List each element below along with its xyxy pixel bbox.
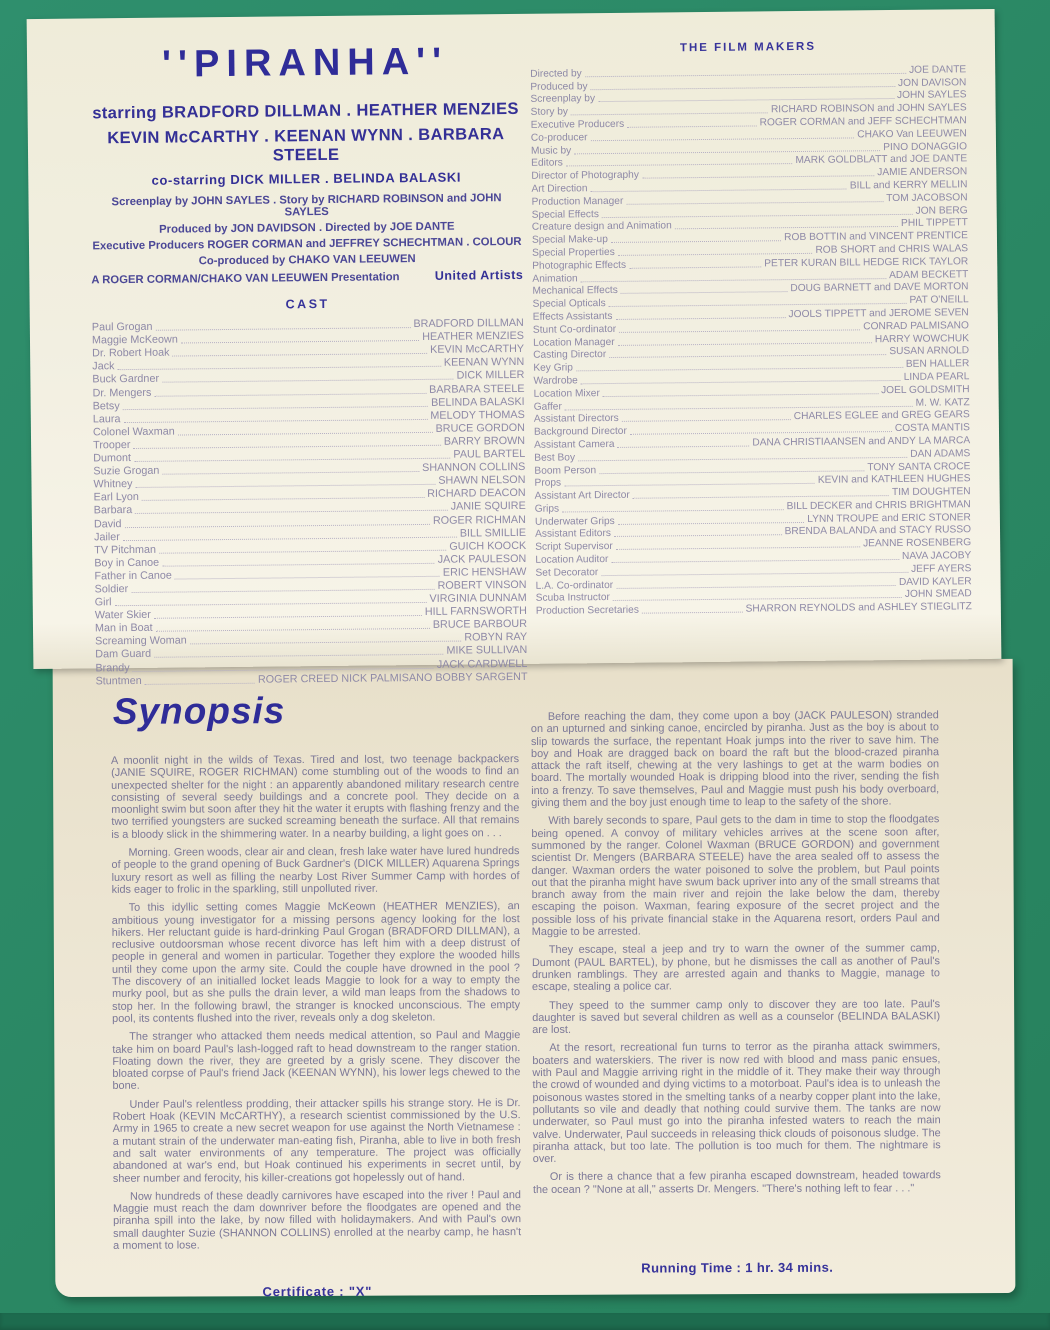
cast-actor: HILL FARNSWORTH — [424, 605, 527, 619]
certificate-note: Certificate : "X" — [262, 1283, 373, 1300]
film-maker-name: JON DAVISON — [897, 76, 967, 89]
synopsis-paragraph: A moonlit night in the wilds of Texas. Tired and lost, two teenage backpackers (JANIE SQUIRE, ROGER RICHMAN) come stumbling out of the woods to find an unexpected shelter for the night : an apparently abandoned military research centre consisting of several seedy buildings and a concrete pool. They decide on a moonlight swim but soon after they hit the water it erupts with flashing frenzy and the two terrified youngsters are sucked screaming beneath the surface. All that remains is a bloody slick in the shimmering water. In a nearby building, a light goes on . . . — [111, 753, 520, 841]
cast-role: Barbara — [93, 504, 133, 517]
film-maker-role: Set Decorator — [535, 567, 599, 579]
film-maker-name: JOEL GOLDSMITH — [881, 383, 970, 396]
film-maker-name: JOE DANTE — [908, 64, 967, 76]
film-maker-name: RICHARD ROBINSON and JOHN SAYLES — [770, 102, 967, 116]
title-and-cast-block — [89, 40, 528, 687]
film-maker-role: Creature design and Animation — [531, 220, 672, 234]
cast-role: Man in Boat — [94, 622, 153, 635]
film-maker-role: Grips — [534, 503, 560, 515]
cast-actor: MIKE SULLIVAN — [446, 644, 528, 658]
synopsis-paragraph: They speed to the summer camp only to discover they are too late. Paul's daughter is saved but several children as well as a counselor (BELINDA BALASKI) are lost. — [532, 997, 941, 1037]
cast-actor: ROBERT VINSON — [437, 578, 527, 592]
studio-name: United Artists — [434, 267, 524, 283]
cast-actor: RICHARD DEACON — [427, 487, 526, 501]
film-maker-role: Mechanical Effects — [532, 285, 618, 298]
billing-line: Produced by JON DAVIDSON . Directed by JOE DANTE — [159, 220, 455, 236]
running-time-note: Running Time : 1 hr. 34 mins. — [641, 1259, 834, 1276]
film-maker-role: Assistant Editors — [534, 528, 611, 541]
film-maker-role: Assistant Art Director — [534, 489, 630, 502]
film-maker-role: Location Mixer — [533, 387, 600, 400]
film-maker-role: Assistant Camera — [534, 438, 615, 451]
cast-role: Dumont — [93, 452, 132, 465]
film-maker-name: TIM DOUGHTEN — [891, 486, 971, 499]
cast-role: Earl Lyon — [93, 491, 139, 504]
cast-role: Brandy — [95, 661, 130, 674]
film-maker-role: Location Manager — [532, 336, 615, 349]
film-maker-role: Co-producer — [530, 132, 588, 144]
cast-list — [92, 316, 528, 687]
film-maker-name: PETER KURAN BILL HEDGE RICK TAYLOR — [764, 255, 969, 270]
cast-role: Father in Canoe — [94, 569, 172, 583]
film-maker-name: JEFF AYERS — [910, 563, 972, 575]
film-maker-name: ROB SHORT and CHRIS WALAS — [815, 243, 969, 256]
synopsis-right-column — [531, 709, 941, 1202]
film-maker-role: Screenplay by — [530, 93, 596, 106]
film-maker-name: CONRAD PALMISANO — [863, 319, 969, 333]
film-maker-role: Wardrobe — [533, 375, 578, 387]
film-maker-role: Special Properties — [532, 246, 615, 259]
cast-role: Jailer — [93, 530, 120, 544]
billing-line: starring BRADFORD DILLMAN . HEATHER MENZIES — [92, 99, 520, 123]
film-maker-role: Directed by — [530, 68, 582, 80]
dot-leader — [618, 445, 750, 447]
cast-role: Paul Grogan — [91, 320, 153, 334]
film-maker-name: PAT O'NEILL — [909, 294, 969, 306]
film-maker-name: PINO DONAGGIO — [883, 140, 968, 153]
billing-line: Screenplay by JOHN SAYLES . Story by RICHARD ROBINSON and JOHN SAYLES — [111, 192, 502, 219]
film-maker-role: Assistant Directors — [533, 413, 619, 426]
cast-actor: BARRY BROWN — [443, 434, 526, 448]
cast-actor: BELINDA BALASKI — [430, 395, 525, 409]
film-maker-name: BILL DECKER and CHRIS BRIGHTMAN — [786, 499, 971, 513]
presentation-row — [91, 268, 523, 287]
cast-actor: KEVIN McCARTHY — [430, 343, 525, 357]
film-maker-role: Editors — [531, 157, 563, 170]
film-maker-role: Executive Producers — [530, 118, 625, 131]
cast-actor: DICK MILLER — [456, 369, 525, 383]
cast-actor: BRUCE BARBOUR — [432, 618, 528, 632]
film-maker-role: Key Grip — [533, 362, 574, 374]
press-sheet-top-panel — [27, 9, 1002, 688]
cast-role: David — [93, 517, 122, 530]
cast-actor: JANIE SQUIRE — [450, 500, 526, 514]
synopsis-paragraph: The stranger who attacked them needs medical attention, so Paul and Maggie take him on board Paul's lash-logged raft to head downstream to the ranger station. Floating down the river, they are greeted by a grisly scene. They discover the bloated corpse of Paul's friend Jack (KEENAN WYNN), his lower legs chewed to the bone. — [112, 1029, 521, 1093]
cast-actor: VIRGINIA DUNNAM — [429, 591, 527, 605]
film-maker-name: JAMIE ANDERSON — [877, 166, 968, 179]
film-maker-role: Animation — [532, 272, 578, 285]
film-maker-name: DANA CHRISTIAANSEN and ANDY LA MARCA — [752, 435, 971, 449]
cast-actor: BILL SMILLIE — [459, 526, 527, 540]
film-makers-heading: THE FILM MAKERS — [679, 40, 817, 55]
film-maker-name: CHARLES EGLEE and GREG GEARS — [793, 409, 970, 423]
cast-role: Buck Gardner — [92, 373, 160, 386]
cast-actor: BARBARA STEELE — [429, 382, 525, 396]
film-maker-name: JOHN SMEAD — [904, 588, 972, 601]
billing-block — [90, 100, 524, 269]
film-maker-name: ROB BOTTIN and VINCENT PRENTICE — [784, 230, 969, 244]
billing-line: Executive Producers ROGER CORMAN and JEFFREY SCHECHTMAN . COLOUR — [92, 235, 522, 253]
film-maker-role: Background Director — [533, 425, 627, 438]
film-maker-name: JEANNE ROSENBERG — [862, 537, 972, 550]
film-maker-name: BILL and KERRY MELLIN — [849, 179, 968, 192]
cast-actor: MELODY THOMAS — [430, 408, 525, 422]
film-maker-name: BEN HALLER — [905, 358, 970, 371]
film-maker-role: Scuba Instructor — [535, 592, 610, 605]
dot-leader — [145, 682, 255, 684]
film-maker-role: Props — [534, 477, 562, 490]
presentation-text: A ROGER CORMAN/CHAKO VAN LEEUWEN Presentation — [91, 271, 400, 287]
film-makers-block — [530, 39, 972, 617]
cast-role: Maggie McKeown — [91, 333, 178, 347]
cast-role: Soldier — [94, 583, 129, 596]
film-maker-role: Produced by — [530, 80, 588, 93]
film-maker-role: Photographic Effects — [532, 259, 627, 272]
cast-actor: ROGER CREED NICK PALMISANO BOBBY SARGENT — [257, 670, 528, 686]
cast-actor: ROGER RICHMAN — [432, 513, 526, 527]
cast-actor: HEATHER MENZIES — [422, 330, 525, 344]
dot-leader — [629, 266, 761, 268]
cast-role: Betsy — [92, 399, 120, 413]
cast-role: Jack — [92, 360, 115, 373]
press-sheet-bottom-panel — [53, 659, 1016, 1300]
cast-actor: GUICH KOOCK — [449, 539, 527, 553]
film-maker-name: DAN ADAMS — [910, 447, 971, 460]
cast-role: Colonel Waxman — [92, 425, 175, 439]
cast-role: Girl — [94, 596, 112, 609]
film-maker-name: COSTA MANTIS — [894, 422, 971, 435]
synopsis-paragraph: Or is there a chance that a few piranha escaped downstream, headed towards the ocean ? "None at all," asserts Dr. Mengers. "There's nothing left to fear . . ." — [532, 1169, 941, 1196]
cast-role: Boy in Canoe — [94, 556, 160, 570]
film-maker-role: Director of Photography — [531, 169, 639, 182]
film-makers-list — [530, 62, 972, 617]
film-maker-name: DOUG BARNETT and DAVE MORTON — [790, 281, 969, 295]
cast-role: Suzie Grogan — [93, 464, 160, 478]
film-maker-name: DAVID KAYLER — [898, 575, 972, 588]
synopsis-paragraph: Under Paul's relentless prodding, their attacker spills his strange story. He is Dr. Robert Hoak (KEVIN McCARTHY), a research scientist commissioned by the U.S. Army in 1965 to create a new secret weapon for use against the North Vietnamese : a mutant strain of the underwater man-eating fish, Piranha, able to live in both fresh and salt water environments of any temperature. The project was officially abandoned at war's end, but Hoak continued his experiments in secret until, by sheer number and ferocity, his killer-creations got hopelessly out of hand. — [112, 1096, 521, 1185]
cast-role: Dr. Mengers — [92, 386, 152, 399]
film-maker-name: ADAM BECKETT — [889, 268, 969, 281]
billing-line: co-starring DICK MILLER . BELINDA BALASKI — [151, 169, 462, 188]
cast-actor: ROBYN RAY — [464, 631, 528, 644]
synopsis-paragraph: With barely seconds to spare, Paul gets to the dam in time to stop the floodgates being opened. A convoy of military vehicles arrives at the scene soon after, summoned by the ranger. Colonel Waxman (BRUCE GORDON) and government scientist Dr. Mengers (BARBARA STEELE) have the area sealed off to assess the danger. Waxman orders the water poisoned to solve the problem, but Paul points out that the piranha might have swum back upriver into any of the small streams that branch away from the main river and rejoin the lake below the dam, thereby escaping the poison. Waxman, fearing exposure of the secret project and the possible loss of his private financial stake in the Aquarena resort, orders Paul and Maggie to be arrested. — [531, 813, 940, 939]
cast-actor: ERIC HENSHAW — [442, 565, 527, 579]
cast-role: Trooper — [93, 438, 131, 452]
cast-actor: JACK PAULESON — [437, 552, 527, 566]
film-maker-name: PHIL TIPPETT — [900, 217, 968, 230]
dot-leader — [627, 125, 756, 127]
film-maker-role: Location Auditor — [535, 554, 609, 566]
film-maker-role: Production Secretaries — [535, 604, 639, 618]
cast-role: TV Pitchman — [94, 543, 157, 557]
cast-role: Laura — [92, 412, 121, 426]
film-maker-name: TOM JACOBSON — [886, 192, 968, 204]
film-maker-role: Underwater Grips — [534, 515, 615, 528]
film-maker-name: ROGER CORMAN and JEFF SCHECHTMAN — [759, 115, 967, 129]
film-maker-role: Stunt Co-ordinator — [532, 323, 617, 336]
film-maker-role: L.A. Co-ordinator — [535, 579, 614, 592]
film-maker-name: SHARRON REYNOLDS and ASHLEY STIEGLITZ — [745, 601, 972, 615]
film-maker-role: Casting Director — [533, 349, 607, 362]
billing-line: Co-produced by CHAKO VAN LEEUWEN — [198, 253, 416, 268]
cast-role: Water Skier — [94, 608, 151, 622]
cast-actor: BRADFORD DILLMAN — [413, 316, 524, 331]
film-maker-role: Script Supervisor — [535, 541, 613, 554]
film-maker-name: HARRY WOWCHUK — [874, 332, 970, 345]
cast-actor: PAUL BARTEL — [453, 447, 526, 461]
film-maker-name: KEVIN and KATHLEEN HUGHES — [817, 473, 971, 487]
film-maker-name: LINDA PEARL — [903, 371, 970, 383]
film-maker-role: Gaffer — [533, 401, 562, 413]
cast-actor: SHAWN NELSON — [438, 474, 526, 488]
synopsis-paragraph: To this idyllic setting comes Maggie McKeown (HEATHER MENZIES), an ambitious young investigator for a missing persons agency looking for the lost hikers. Her reluctant guide is hard-drinking Paul Grogan (BRADFORD DILLMAN), a reclusive outdoorsman whose recent divorce has left him with a deep distrust of people in general and women in particular. Together they explore the wooded hills until they come upon the army site. Could the couple have drowned in the pool ? The discovery of an initialled locket leads Maggie to look for a way to empty the murky pool, but as she pulls the drain lever, a wild man leaps from the shadows to stop her. In the following brawl, the stranger is knocked unconscious. The empty pool, its contents flushed into the river, reveals only a dog skeleton. — [111, 900, 521, 1025]
synopsis-left-column — [111, 753, 521, 1258]
film-maker-name: NAVA JACOBY — [901, 550, 972, 563]
film-maker-role: Special Make-up — [531, 234, 608, 246]
film-maker-role: Special Opticals — [532, 298, 606, 310]
cast-role: Dam Guard — [95, 648, 152, 661]
film-maker-name: SUSAN ARNOLD — [889, 345, 970, 358]
film-maker-role: Music by — [530, 144, 572, 157]
film-maker-role: Effects Assistants — [532, 310, 613, 323]
film-maker-name: CHAKO Van LEEUWEN — [857, 128, 967, 141]
cast-role: Stuntmen — [95, 674, 142, 688]
film-maker-name: JOOLS TIPPETT and JEROME SEVEN — [788, 307, 969, 321]
cast-actor: JACK CARDWELL — [436, 657, 528, 671]
cast-role: Whitney — [93, 478, 133, 491]
synopsis-paragraph: Morning. Green woods, clear air and clean, fresh lake water have lured hundreds of people to the grand opening of Buck Gardner's (DICK MILLER) Aquarena Springs luxury resort as well as filling the nearby Lost River Summer Camp with hordes of kids eager to frolic in the sparkling, still unpolluted river. — [111, 845, 520, 896]
synopsis-paragraph: They escape, steal a jeep and try to warn the owner of the summer camp, Dumont (PAUL BARTEL), by phone, but he dismisses the call as another of Paul's drunken ramblings. They are arrested again and thanks to Maggie, manage to escape, stealing a police car. — [531, 942, 941, 994]
film-maker-name: BRENDA BALANDA and STACY RUSSO — [784, 524, 972, 538]
film-maker-role: Special Effects — [531, 208, 599, 221]
film-maker-role: Best Boy — [534, 452, 576, 464]
billing-line: KEVIN McCARTHY . KEENAN WYNN . BARBARA STEELE — [107, 125, 505, 165]
film-maker-name: MARK GOLDBLATT and JOE DANTE — [795, 153, 968, 167]
cast-actor: KEENAN WYNN — [443, 356, 525, 370]
film-maker-name: M. W. KATZ — [915, 396, 970, 409]
cast-actor: BRUCE GORDON — [435, 421, 525, 435]
cast-heading: CAST — [285, 296, 330, 312]
cast-actor: SHANNON COLLINS — [422, 461, 526, 475]
synopsis-paragraph: At the resort, recreational fun turns to terror as the piranha attack swimmers, boaters and waterskiers. The river is now red with blood and mass panic ensues, with Paul and Maggie arriving right in the middle of it. They make their way through the crowd of wounded and dying victims to a motorboat. Paul's idea is to unleash the poisonous wastes stored in the smelting tanks of a nearby copper plant into the lake, pollutants so vile and deadly that nothing could survive them. The tanks are now underwater, so Paul must go into the piranha infested waters to reach the main valve. Underwater, Paul succeeds in releasing thick clouds of poisonous sludge. The piranha attack, but too late. The pollution is too much for them. The nightmare is over. — [532, 1040, 941, 1166]
film-maker-name: JON BERG — [915, 204, 968, 217]
film-maker-role: Story by — [530, 106, 569, 119]
film-maker-name: LYNN TROUPE and ERIC STONER — [807, 511, 971, 525]
film-maker-name: TONY SANTA CROCE — [867, 460, 971, 473]
film-maker-name: JOHN SAYLES — [896, 89, 967, 102]
film-maker-role: Production Manager — [531, 195, 624, 208]
synopsis-paragraph: Before reaching the dam, they come upon a boy (JACK PAULESON) stranded on an upturned and sinking canoe, encircled by piranha. Just as the boy is about to slip towards the surface, the repentant Hoak jumps into the river to save him. The boy and Hoak are dragged back on board the raft but the blood-crazed piranha attack the raft itself, chewing at the very lashings to get at the warm bodies on board. The mortally wounded Hoak is dripping blood into the river, sending the fish into a frenzy. To save themselves, Paul and Maggie must push his body overboard, giving them and the boy just enough time to leap to the safety of the shore. — [530, 709, 940, 810]
table-edge-shadow — [0, 1313, 1050, 1330]
film-maker-role: Art Direction — [531, 183, 588, 195]
film-maker-role: Boom Person — [534, 464, 597, 477]
synopsis-paragraph: Now hundreds of these deadly carnivores have escaped into the river ! Paul and Maggie must reach the dam downriver before the floodgates are opened and the piranha spill into the lake, by now filled with holidaymakers. And with Paul's own small daughter Suzie (SHANNON COLLINS) enrolled at the nearby camp, he hasn't a moment to lose. — [112, 1188, 522, 1252]
cast-role: Screaming Woman — [95, 634, 187, 648]
synopsis-heading: Synopsis — [112, 690, 286, 732]
dot-leader — [642, 612, 743, 614]
film-title: ''PIRANHA'' — [161, 40, 449, 86]
cast-role: Dr. Robert Hoak — [92, 346, 170, 360]
